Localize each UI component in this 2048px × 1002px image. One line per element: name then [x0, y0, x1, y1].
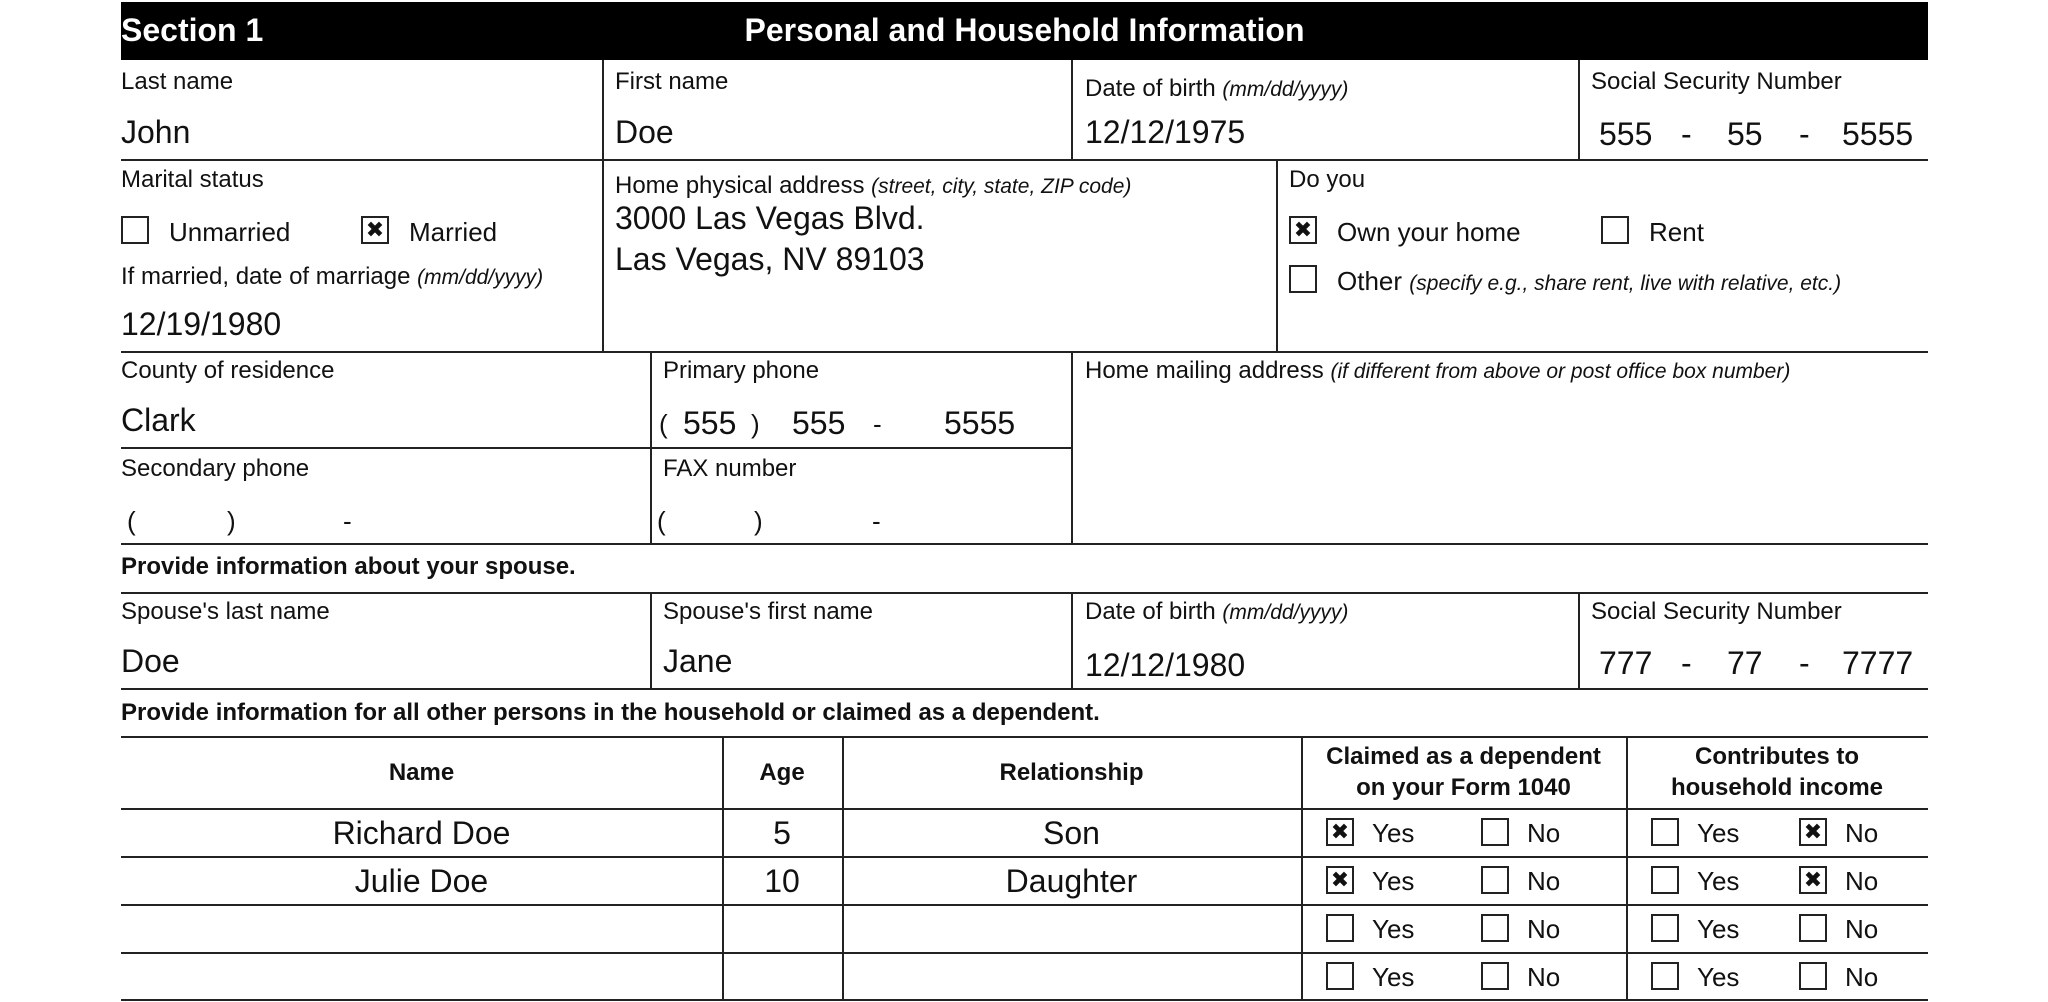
other-housing-label: Other (specify e.g., share rent, live with relative, etc.) [1337, 266, 1842, 296]
ssn-dash: - [1681, 116, 1692, 152]
divider [1071, 60, 1073, 160]
divider [121, 952, 1928, 954]
first-name-label: First name [615, 68, 729, 95]
claimed-no-checkbox[interactable] [1481, 866, 1509, 894]
spouse-ssn-part-1[interactable]: 777 [1599, 645, 1653, 681]
spouse-ssn-part-2[interactable]: 77 [1727, 645, 1763, 681]
divider [602, 60, 604, 160]
home-address-label: Home physical address (street, city, state, ZIP code) [615, 172, 1132, 199]
rent-checkbox[interactable] [1601, 216, 1629, 244]
row-name-field[interactable]: Julie Doe [354, 863, 489, 899]
home-address-line-1[interactable]: 3000 Las Vegas Blvd. [615, 200, 925, 236]
own-home-checkbox[interactable]: ✖ [1289, 216, 1317, 244]
phone-dash: - [343, 506, 352, 536]
divider [121, 904, 1928, 906]
claimed-no-label: No [1527, 914, 1561, 944]
section-header [121, 2, 1928, 60]
contributes-yes-label: Yes [1697, 866, 1740, 896]
spouse-first-name-field[interactable]: Jane [663, 643, 733, 679]
claimed-yes-label: Yes [1372, 818, 1415, 848]
marriage-date-label: If married, date of marriage (mm/dd/yyyy) [121, 263, 544, 290]
phone-open-paren: ( [127, 506, 136, 536]
divider [1578, 592, 1580, 689]
divider [121, 592, 1928, 594]
claimed-no-checkbox[interactable] [1481, 818, 1509, 846]
household-heading: Provide information for all other persons in the household or claimed as a dependent. [121, 699, 1100, 726]
ssn-dash: - [1799, 116, 1810, 152]
contributes-yes-checkbox[interactable] [1651, 866, 1679, 894]
own-home-label: Own your home [1337, 217, 1521, 247]
county-label: County of residence [121, 357, 335, 384]
phone-open-paren: ( [659, 409, 668, 439]
contributes-yes-label: Yes [1697, 962, 1740, 992]
primary-phone-label: Primary phone [663, 357, 820, 384]
claimed-no-label: No [1527, 866, 1561, 896]
divider [121, 856, 1928, 858]
divider [1071, 351, 1073, 544]
contributes-no-label: No [1845, 818, 1879, 848]
spouse-ssn-label: Social Security Number [1591, 598, 1842, 625]
spouse-ssn-part-3[interactable]: 7777 [1842, 645, 1914, 681]
fax-label: FAX number [663, 455, 797, 482]
spouse-last-name-field[interactable]: Doe [121, 643, 180, 679]
mailing-address-label: Home mailing address (if different from above or post office box number) [1085, 357, 1791, 384]
divider [121, 159, 1928, 161]
do-you-label: Do you [1289, 166, 1366, 193]
marriage-date-field[interactable]: 12/19/1980 [121, 306, 282, 342]
row-relationship-field[interactable]: Daughter [1005, 863, 1138, 899]
unmarried-checkbox[interactable] [121, 216, 149, 244]
phone-close-paren: ) [754, 506, 763, 536]
divider [650, 592, 652, 689]
contributes-no-label: No [1845, 962, 1879, 992]
ssn-label: Social Security Number [1591, 68, 1842, 95]
dob-label: Date of birth (mm/dd/yyyy) [1085, 75, 1349, 102]
home-address-line-2[interactable]: Las Vegas, NV 89103 [615, 241, 925, 277]
contributes-no-checkbox[interactable]: ✖ [1799, 818, 1827, 846]
claimed-yes-checkbox[interactable]: ✖ [1326, 866, 1354, 894]
contributes-yes-label: Yes [1697, 914, 1740, 944]
primary-phone-line[interactable]: 5555 [944, 405, 1016, 441]
claimed-yes-checkbox[interactable] [1326, 962, 1354, 990]
claimed-no-checkbox[interactable] [1481, 962, 1509, 990]
claimed-yes-label: Yes [1372, 962, 1415, 992]
claimed-no-label: No [1527, 818, 1561, 848]
column-header-contributes: Contributes to household income [1670, 743, 1883, 801]
claimed-no-label: No [1527, 962, 1561, 992]
contributes-no-checkbox[interactable] [1799, 962, 1827, 990]
phone-dash: - [873, 409, 882, 439]
divider [121, 543, 1928, 545]
county-field[interactable]: Clark [121, 402, 196, 438]
claimed-yes-label: Yes [1372, 866, 1415, 896]
contributes-yes-checkbox[interactable] [1651, 914, 1679, 942]
divider [121, 447, 1072, 449]
dob-field[interactable]: 12/12/1975 [1085, 114, 1246, 150]
spouse-dob-field[interactable]: 12/12/1980 [1085, 647, 1246, 683]
phone-close-paren: ) [227, 506, 236, 536]
row-age-field[interactable]: 5 [773, 815, 791, 851]
claimed-no-checkbox[interactable] [1481, 914, 1509, 942]
divider [121, 808, 1928, 810]
spouse-dob-label: Date of birth (mm/dd/yyyy) [1085, 598, 1349, 625]
last-name-label: Last name [121, 68, 234, 95]
spouse-first-name-label: Spouse's first name [663, 598, 874, 625]
last-name-field[interactable]: John [121, 114, 191, 150]
ssn-part-2[interactable]: 55 [1727, 116, 1763, 152]
contributes-yes-checkbox[interactable] [1651, 962, 1679, 990]
section-title: Personal and Household Information [744, 12, 1305, 48]
divider [1578, 60, 1580, 160]
contributes-no-label: No [1845, 914, 1879, 944]
phone-close-paren: ) [751, 409, 760, 439]
ssn-part-3[interactable]: 5555 [1842, 116, 1914, 152]
other-housing-checkbox[interactable] [1289, 265, 1317, 293]
contributes-no-label: No [1845, 866, 1879, 896]
column-header-age: Age [759, 759, 805, 786]
ssn-dash: - [1681, 645, 1692, 681]
divider [602, 159, 604, 352]
claimed-yes-label: Yes [1372, 914, 1415, 944]
row-name-field[interactable]: Richard Doe [332, 815, 511, 851]
spouse-heading: Provide information about your spouse. [121, 553, 576, 580]
household-information-form [121, 2, 1928, 1001]
divider [121, 736, 1928, 738]
first-name-field[interactable]: Doe [615, 114, 674, 150]
claimed-yes-checkbox[interactable]: ✖ [1326, 818, 1354, 846]
contributes-yes-label: Yes [1697, 818, 1740, 848]
secondary-phone-label: Secondary phone [121, 455, 310, 482]
married-checkbox[interactable]: ✖ [361, 216, 389, 244]
divider [121, 351, 1928, 353]
divider [1071, 592, 1073, 689]
column-header-claimed: Claimed as a dependent on your Form 1040 [1326, 743, 1601, 801]
row-age-field[interactable]: 10 [764, 863, 800, 899]
section-number: Section 1 [121, 12, 264, 48]
row-relationship-field[interactable]: Son [1043, 815, 1100, 851]
spouse-last-name-label: Spouse's last name [121, 598, 330, 625]
divider [121, 999, 1928, 1001]
ssn-part-1[interactable]: 555 [1599, 116, 1653, 152]
divider [1276, 159, 1278, 352]
married-label: Married [409, 217, 498, 247]
marital-status-label: Marital status [121, 166, 264, 193]
primary-phone-area[interactable]: 555 [683, 405, 737, 441]
contributes-no-checkbox[interactable]: ✖ [1799, 866, 1827, 894]
ssn-dash: - [1799, 645, 1810, 681]
primary-phone-prefix[interactable]: 555 [792, 405, 846, 441]
claimed-yes-checkbox[interactable] [1326, 914, 1354, 942]
unmarried-label: Unmarried [169, 217, 291, 247]
divider [121, 688, 1928, 690]
phone-open-paren: ( [657, 506, 666, 536]
contributes-no-checkbox[interactable] [1799, 914, 1827, 942]
contributes-yes-checkbox[interactable] [1651, 818, 1679, 846]
column-header-name: Name [388, 759, 455, 786]
column-header-relationship: Relationship [999, 759, 1144, 786]
phone-dash: - [872, 506, 881, 536]
rent-label: Rent [1649, 217, 1704, 247]
